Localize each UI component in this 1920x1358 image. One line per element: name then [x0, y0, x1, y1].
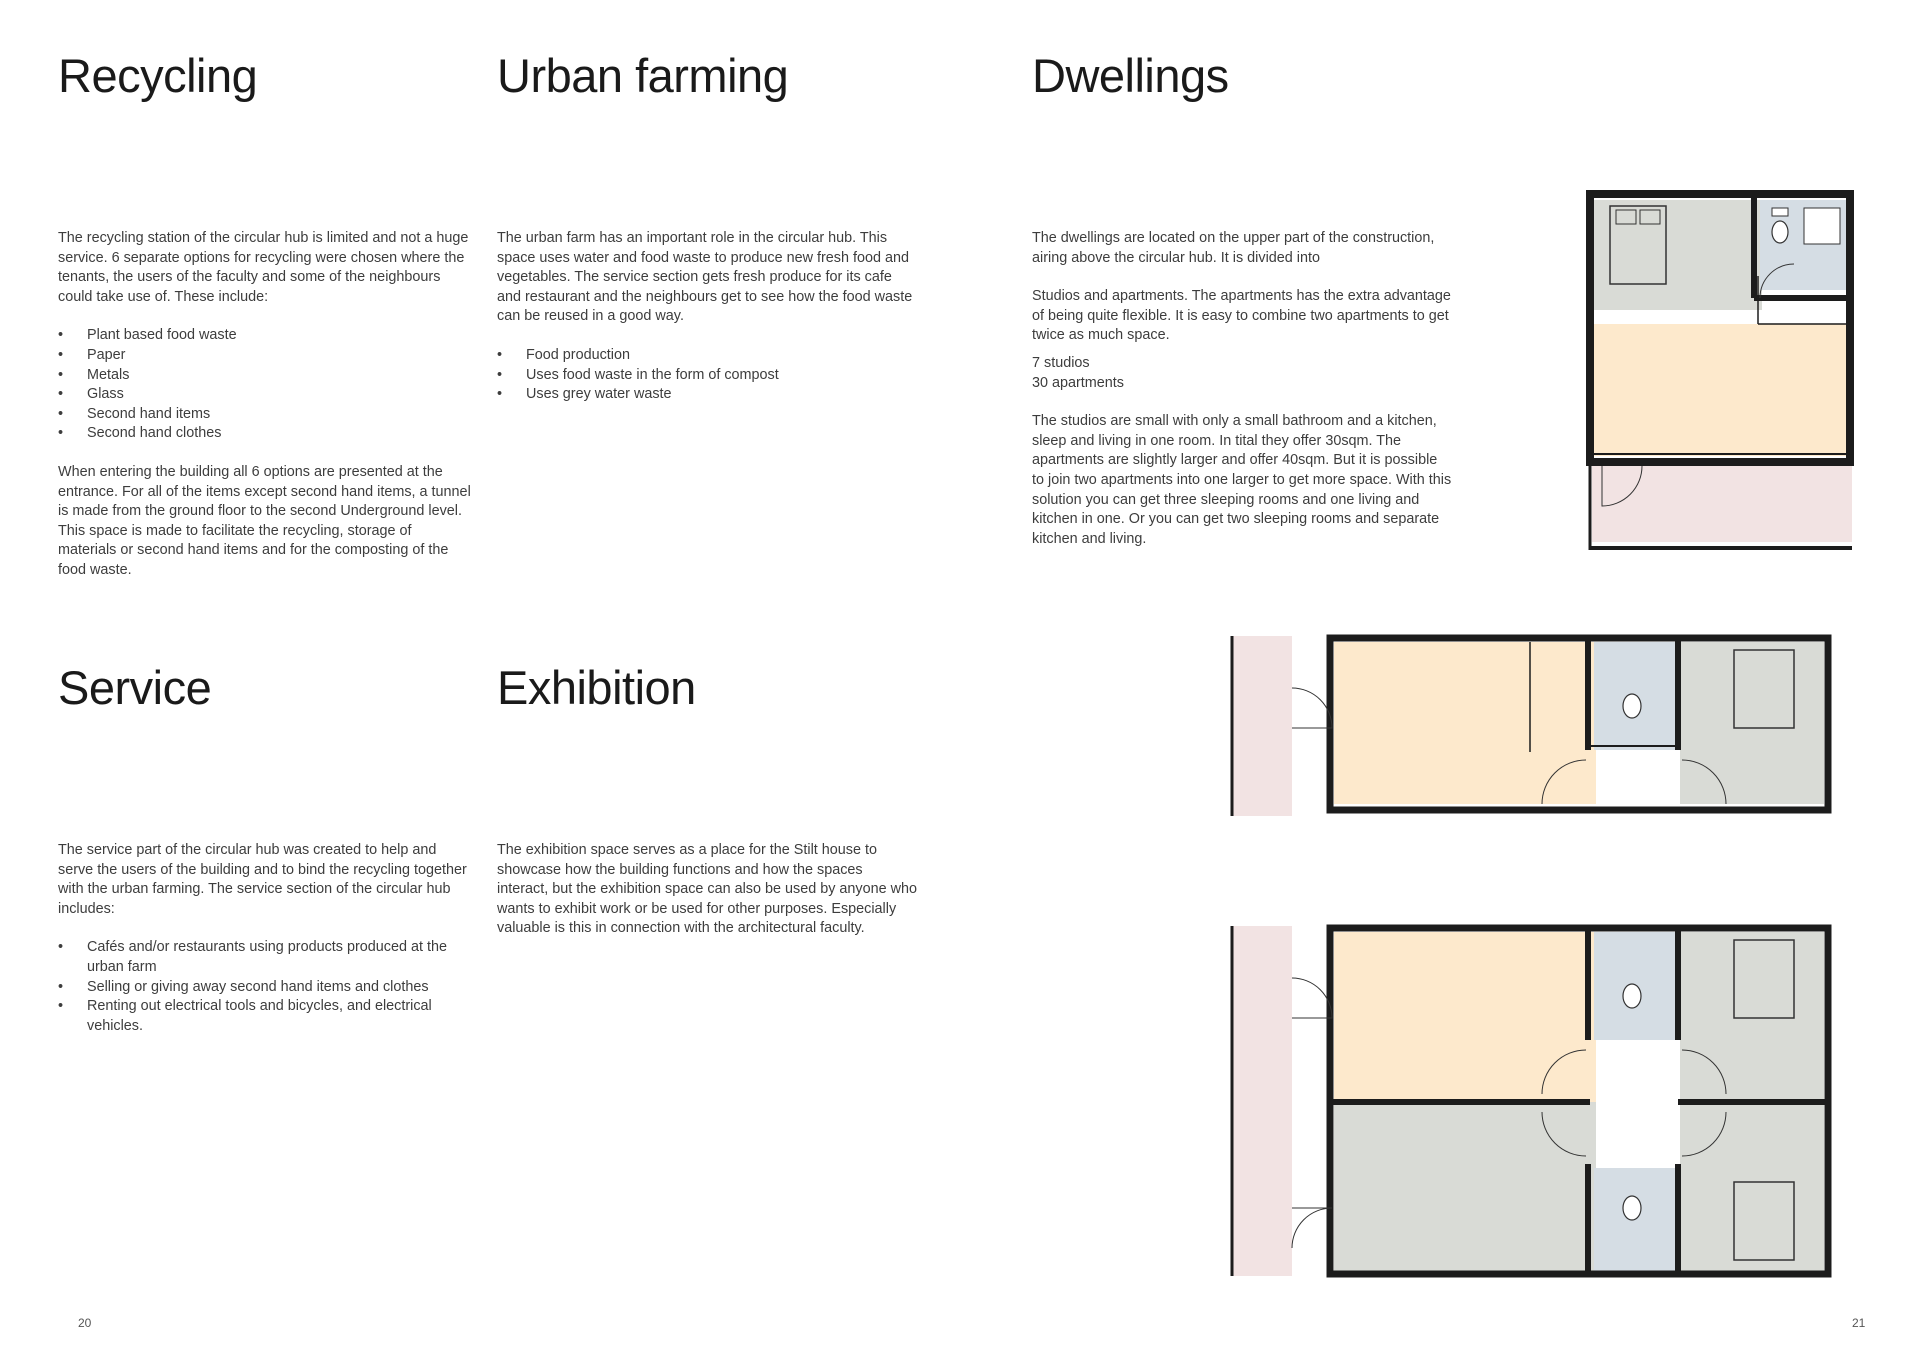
- list-item: • Food production: [497, 346, 917, 366]
- dwellings-count-studios: 7 studios: [1032, 354, 1090, 371]
- service-intro: The service part of the circular hub was created to help and serve the users of the building and to bind the recycling together with the urban farming. The service section of the circular hub includes:: [58, 842, 467, 917]
- recycling-section: [58, 48, 473, 581]
- recycling-intro: The recycling station of the circular hub is limited and not a huge service. 6 separate options for recycling were chosen where the tenants, the users of the faculty and some of the neighbours could take use of. These include:: [58, 230, 469, 305]
- list-item: • Metals: [58, 366, 473, 386]
- dwellings-title: Dwellings: [1032, 49, 1229, 102]
- dwellings-p2: Studios and apartments. The apartments has the extra advantage of being quite flexible. It is easy to combine two apartments to get twice as much space.: [1032, 288, 1451, 344]
- list-item: • Selling or giving away second hand items and clothes: [58, 978, 473, 998]
- dwellings-section: [1032, 48, 1452, 549]
- urban-farming-intro: The urban farm has an important role in the circular hub. This space uses water and food waste to produce new fresh food and vegetables. The service section gets fresh produce for its cafe and restaurant and the neighbours get to see how the food waste can be reused in a good way.: [497, 230, 913, 325]
- exhibition-title: Exhibition: [497, 661, 696, 714]
- studio-floor-plan: [1582, 186, 1864, 558]
- list-item: • Uses food waste in the form of compost: [497, 366, 917, 386]
- balcony-area: [1592, 460, 1852, 542]
- service-section: [58, 660, 473, 1036]
- list-item: • Renting out electrical tools and bicycles, and electrical vehicles.: [58, 997, 473, 1036]
- exhibition-text: The exhibition space serves as a place for the Stilt house to showcase how the building functions and how the spaces interact, but the exhibition space can also be used by anyone who wants to exhibit work or be used for other purposes. Especially valuable is this in connection with the architectural faculty.: [497, 842, 918, 937]
- list-item: • Plant based food waste: [58, 326, 473, 346]
- urban-farming-title: Urban farming: [497, 49, 789, 102]
- page-number-left: 20: [78, 1316, 92, 1330]
- urban-farming-section: [497, 48, 917, 405]
- list-item: • Cafés and/or restaurants using products produced at the urban farm: [58, 938, 473, 977]
- service-title: Service: [58, 661, 212, 714]
- exhibition-section: [497, 660, 917, 939]
- list-item: • Glass: [58, 385, 473, 405]
- balcony-area: [1232, 636, 1292, 816]
- page-number-right: 21: [1852, 1316, 1866, 1330]
- bathroom-area-lower: [1594, 1168, 1680, 1274]
- dwellings-p3: The studios are small with only a small bathroom and a kitchen, sleep and living in one room. In tital they offer 30sqm. The apartments are slightly larger and offer 40sqm. But it is possible to join two apartments into one larger to get more space. With this solution you can get three sleeping rooms and one living and kitchen in one. Or you can get two sleeping rooms and separate kitchen and living.: [1032, 413, 1452, 547]
- balcony-area: [1232, 926, 1292, 1276]
- list-item: • Second hand items: [58, 405, 473, 425]
- dwellings-count-apartments: 30 apartments: [1032, 374, 1124, 391]
- living-kitchen-area: [1594, 324, 1846, 456]
- bedroom-area-lower: [1334, 1102, 1596, 1272]
- service-list: [58, 938, 473, 1036]
- recycling-outro: When entering the building all 6 options are presented at the entrance. For all of the items except second hand items, a tunnel is made from the ground floor to the second Underground level. This space is made to facilitate the recycling, storage of materials or second hand items and for the composting of the food waste.: [58, 463, 471, 578]
- recycling-list: [58, 326, 473, 444]
- urban-farming-list: [497, 346, 917, 405]
- dwellings-p1: The dwellings are located on the upper part of the construction, airing above the circular hub. It is divided into: [1032, 230, 1435, 266]
- list-item: • Uses grey water waste: [497, 385, 917, 405]
- recycling-title: Recycling: [58, 49, 258, 102]
- apartment-floor-plan: [1226, 628, 1860, 824]
- list-item: • Second hand clothes: [58, 424, 473, 444]
- living-kitchen-area: [1334, 932, 1596, 1102]
- combined-apartments-floor-plan: [1226, 918, 1860, 1284]
- list-item: • Paper: [58, 346, 473, 366]
- living-kitchen-area: [1334, 642, 1596, 804]
